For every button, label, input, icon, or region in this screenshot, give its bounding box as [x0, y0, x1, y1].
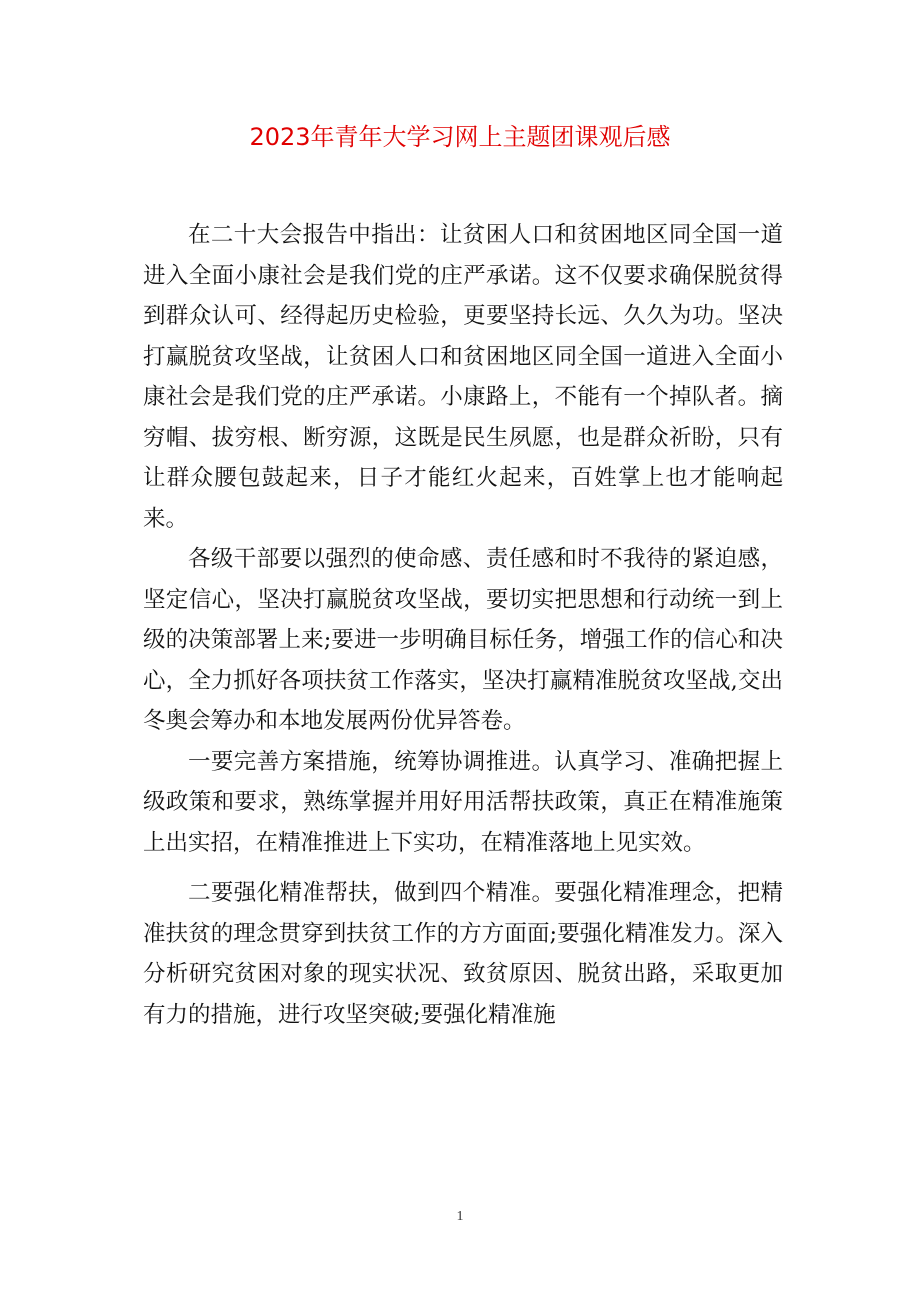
paragraph-4: 二要强化精准帮扶，做到四个精准。要强化精准理念，把精准扶贫的理念贯穿到扶贫工作的方方面面;要强化精准发力。深入分析研究贫困对象的现实状况、致贫原因、脱贫出路，采取更加有力的措施，进行攻坚突破;要强化精准施: [143, 880, 783, 1028]
page-number: 1: [456, 1209, 464, 1224]
paragraph-1: 在二十大会报告中指出：让贫困人口和贫困地区同全国一道进入全面小康社会是我们党的庄严承诺。这不仅要求确保脱贫得到群众认可、经得起历史检验，更要坚持长远、久久为功。坚决打赢脱贫攻坚战，让贫困人口和贫困地区同全国一道进入全面小康社会是我们党的庄严承诺。小康路上，不能有一个掉队者。摘穷帽、拔穷根、断穷源，这既是民生夙愿，也是群众祈盼，只有让群众腰包鼓起来，日子才能红火起来，百姓掌上也才能响起来。: [143, 222, 783, 532]
document-title: 2023年青年大学习网上主题团课观后感: [249, 123, 671, 151]
document-body: [143, 215, 783, 1035]
paragraph-3: 一要完善方案措施，统筹协调推进。认真学习、准确把握上级政策和要求，熟练掌握并用好用活帮扶政策，真正在精准施策上出实招，在精准推进上下实功，在精准落地上见实效。: [143, 748, 783, 856]
paragraph-2: 各级干部要以强烈的使命感、责任感和时不我待的紧迫感，坚定信心，坚决打赢脱贫攻坚战，要切实把思想和行动统一到上级的决策部署上来;要进一步明确目标任务，增强工作的信心和决心，全力抓好各项扶贫工作落实，坚决打赢精准脱贫攻坚战,交出冬奥会筹办和本地发展两份优异答卷。: [143, 546, 783, 734]
